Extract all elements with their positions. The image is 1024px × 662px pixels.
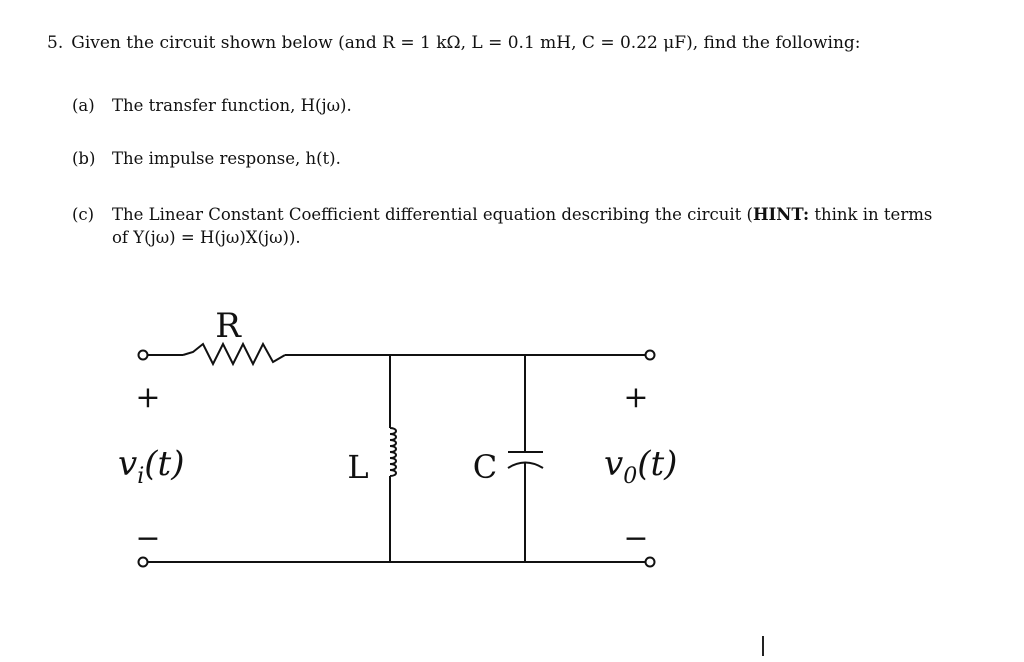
- part-b-text: The impulse response, h(t).: [112, 149, 341, 168]
- output-plus-sign: +: [623, 380, 649, 415]
- part-c-hint: HINT:: [752, 205, 810, 224]
- problem-number: 5.: [47, 33, 64, 53]
- inductor-label: L: [347, 448, 369, 486]
- part-a-text: The transfer function, H(jω).: [112, 96, 352, 115]
- part-a-label: (a): [72, 96, 95, 115]
- resistor-label: R: [215, 306, 241, 346]
- output-top-terminal: [646, 351, 655, 360]
- input-plus-sign: +: [135, 380, 161, 415]
- part-b-label: (b): [72, 149, 96, 168]
- text-cursor: [762, 636, 764, 656]
- part-c-hint-rest: think in terms: [809, 205, 933, 224]
- capacitor-label: C: [472, 448, 498, 486]
- output-bottom-terminal: [646, 558, 655, 567]
- output-voltage-label: $v_0(t)$: [604, 444, 678, 489]
- part-c-label: (c): [72, 205, 95, 224]
- input-voltage-label: $v_i(t)$: [118, 444, 185, 489]
- output-minus-sign: −: [623, 521, 649, 556]
- problem-intro: Given the circuit shown below (and R = 1 kΩ, L = 0.1 mH, C = 0.22 μF), find the following:: [71, 33, 861, 53]
- part-c-text: The Linear Constant Coefficient differential equation describing the circuit (: [112, 205, 753, 224]
- part-c-continuation: of Y(jω) = H(jω)X(jω)).: [112, 228, 301, 247]
- inductor-symbol: [390, 428, 396, 476]
- input-bottom-terminal: [139, 558, 148, 567]
- input-top-terminal: [139, 351, 148, 360]
- input-minus-sign: −: [135, 521, 161, 556]
- resistor-symbol: [183, 344, 285, 364]
